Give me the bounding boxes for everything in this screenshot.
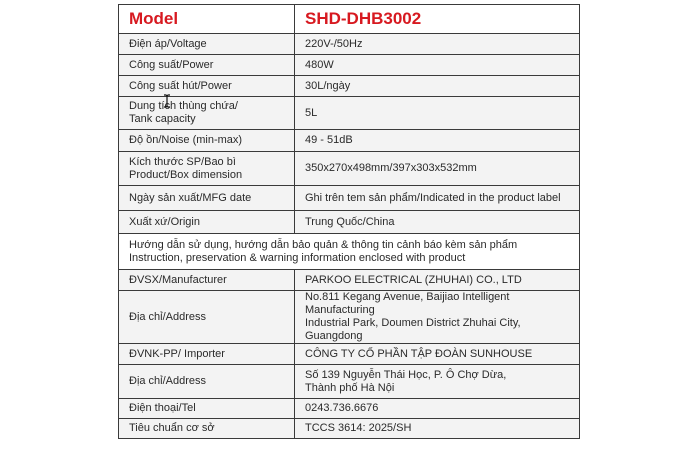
row-label-line: Kích thước SP/Bao bì: [129, 155, 236, 168]
text-cursor-icon: [163, 94, 171, 108]
table-row: [119, 97, 580, 130]
table-row: [119, 419, 580, 439]
row-label: Địa chỉ/Address: [119, 365, 295, 399]
row-value: 49 - 51dB: [295, 130, 580, 152]
row-value: 5L: [295, 97, 580, 130]
instruction-note-line: Hướng dẫn sử dụng, hướng dẫn bảo quản & thông tin cảnh báo kèm sản phẩm: [129, 238, 518, 251]
row-label: [119, 152, 295, 186]
table-row-full: [119, 234, 580, 270]
row-label: ĐVSX/Manufacturer: [119, 270, 295, 291]
table-row: [119, 270, 580, 291]
row-value-line: Guangdong: [305, 330, 363, 342]
row-value: 0243.736.6676: [295, 399, 580, 419]
table-row: [119, 76, 580, 97]
row-label: Công suất/Power: [119, 55, 295, 76]
spec-table: [118, 4, 580, 439]
spec-sheet: [118, 0, 580, 467]
table-row: [119, 152, 580, 186]
table-row: [119, 130, 580, 152]
row-value: 480W: [295, 55, 580, 76]
row-label: Tiêu chuẩn cơ sở: [119, 419, 295, 439]
row-value: CÔNG TY CỔ PHẦN TẬP ĐOÀN SUNHOUSE: [295, 344, 580, 365]
row-label: Xuất xứ/Origin: [119, 211, 295, 234]
row-label-line: Dung tích thùng chứa/: [129, 100, 238, 112]
header-model-label: Model: [119, 5, 295, 34]
table-row: [119, 34, 580, 55]
row-label: ĐVNK-PP/ Importer: [119, 344, 295, 365]
row-label-line: Product/Box dimension: [129, 168, 243, 181]
instruction-note-line: Instruction, preservation & warning information enclosed with product: [129, 251, 466, 264]
row-value: Ghi trên tem sản phẩm/Indicated in the product label: [295, 186, 580, 211]
row-value: 220V-/50Hz: [295, 34, 580, 55]
row-label: [119, 97, 295, 130]
table-row: [119, 344, 580, 365]
row-label: Công suất hút/Power: [119, 76, 295, 97]
header-model-value: SHD-DHB3002: [295, 5, 580, 34]
row-value: 30L/ngày: [295, 76, 580, 97]
row-value: 350x270x498mm/397x303x532mm: [295, 152, 580, 186]
row-value: Trung Quốc/China: [295, 211, 580, 234]
row-label: Điện thoại/Tel: [119, 399, 295, 419]
table-header-row: [119, 5, 580, 34]
row-label: Điện áp/Voltage: [119, 34, 295, 55]
row-label: Ngày sản xuất/MFG date: [119, 186, 295, 211]
row-value-line: Thành phố Hà Nội: [305, 381, 395, 394]
table-row: [119, 399, 580, 419]
row-value-line: Số 139 Nguyễn Thái Học, P. Ô Chợ Dừa,: [305, 368, 507, 381]
table-row: [119, 55, 580, 76]
row-label: Địa chỉ/Address: [119, 291, 295, 344]
row-value-line: Industrial Park, Doumen District Zhuhai City,: [305, 317, 521, 329]
row-label: Độ ồn/Noise (min-max): [119, 130, 295, 152]
table-row: [119, 365, 580, 399]
table-row: [119, 186, 580, 211]
row-value: TCCS 3614: 2025/SH: [295, 419, 580, 439]
row-value-line: No.811 Kegang Avenue, Baijiao Intelligent Manufacturing: [305, 291, 510, 316]
instruction-note: [119, 234, 580, 270]
row-value: [295, 291, 580, 344]
row-value: PARKOO ELECTRICAL (ZHUHAI) CO., LTD: [295, 270, 580, 291]
row-value: [295, 365, 580, 399]
row-label-line: Tank capacity: [129, 113, 196, 125]
table-row: [119, 211, 580, 234]
table-row: [119, 291, 580, 344]
